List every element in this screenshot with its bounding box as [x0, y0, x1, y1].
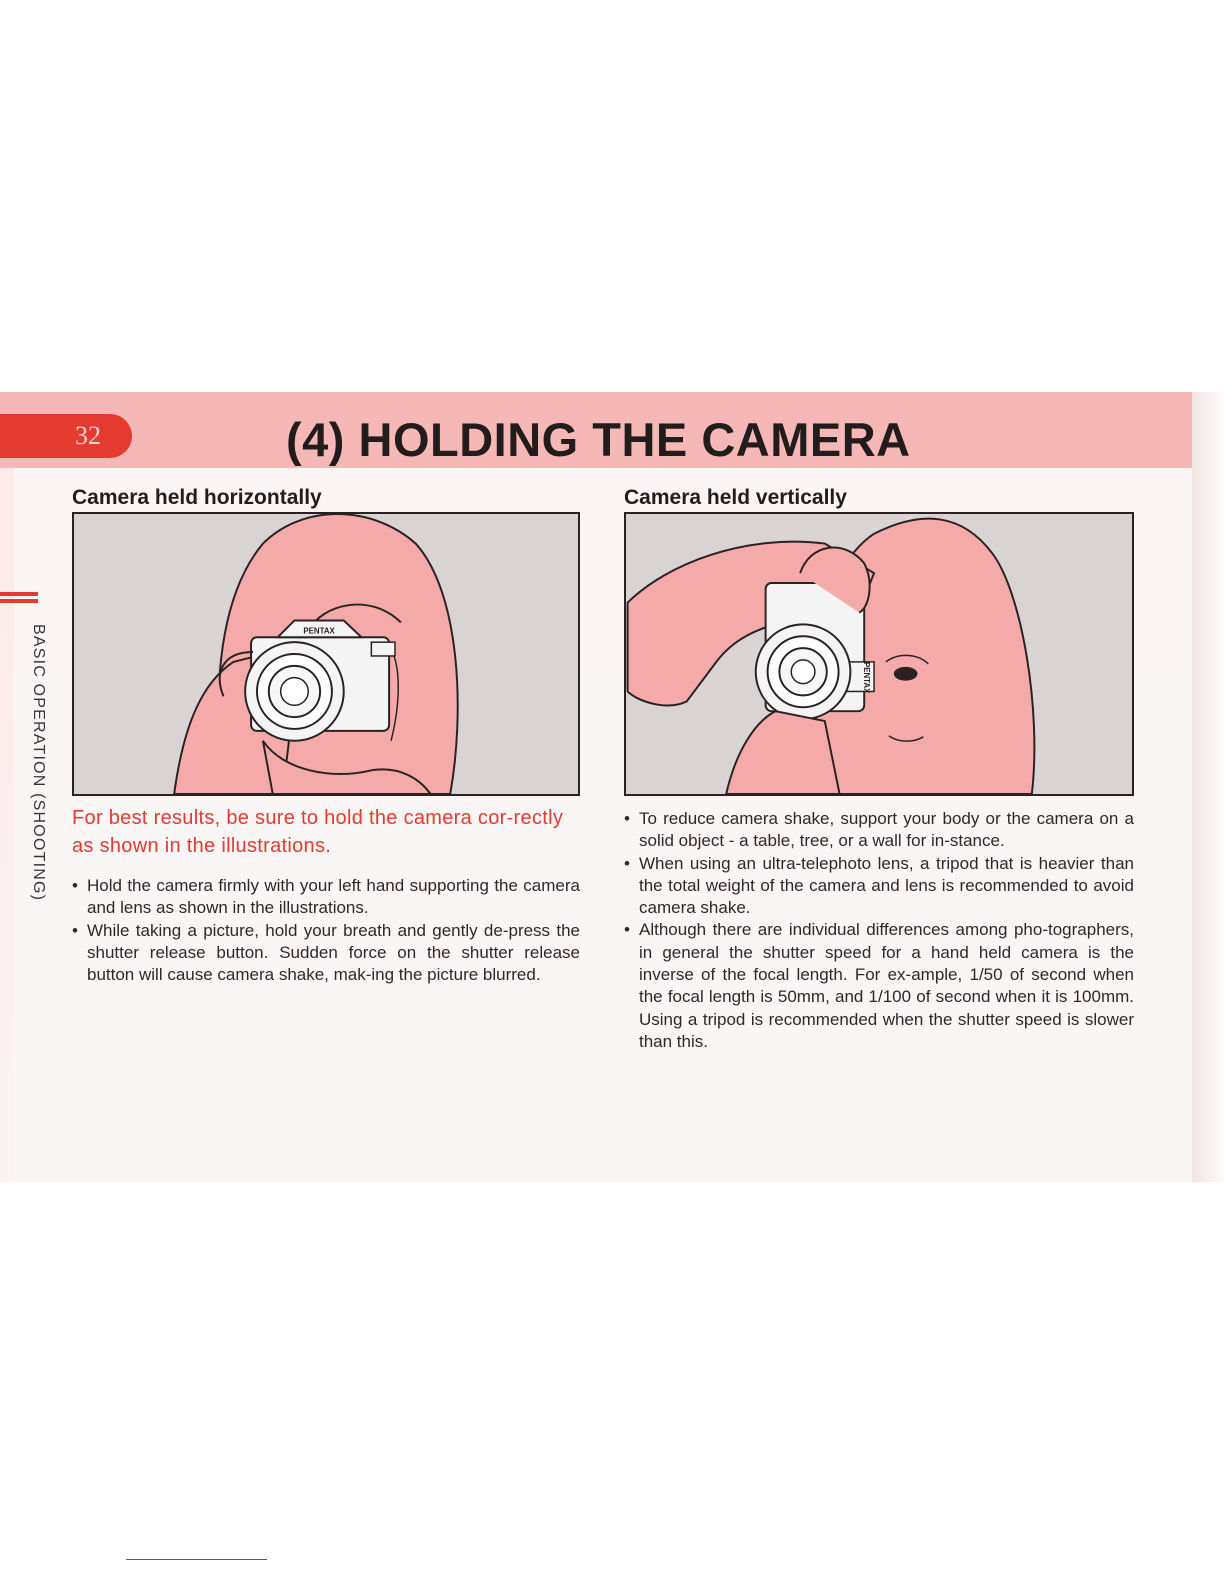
page-number: 32: [75, 421, 101, 450]
footer-rule: [126, 1559, 267, 1560]
page-title: (4) HOLDING THE CAMERA: [286, 413, 911, 466]
list-item: • While taking a picture, hold your breath and gently de-press the shutter release button. Sudden force on the shutter release button will cause camera shake, mak-ing the picture blurred.: [72, 920, 580, 987]
vertical-hold-figure: [624, 512, 1134, 796]
list-item: • Although there are individual differences among pho-tographers, in general the shutter speed for a hand held camera is the inverse of the focal length. For ex-ample, 1/50 of second when the focal length is 50mm, and 1/100 of second when it is 100mm. Using a tripod is recommended when the shutter speed is slower than this.: [624, 919, 1134, 1053]
list-item: • Hold the camera firmly with your left hand supporting the camera and lens as shown in the illustrations.: [72, 875, 580, 920]
right-bullet-list: [624, 808, 1134, 1053]
left-bullet-list: [72, 875, 580, 986]
page-edge: [1192, 392, 1224, 1182]
best-results-note: For best results, be sure to hold the camera cor-rectly as shown in the illustrations.: [72, 807, 564, 857]
camera-brand-label: PENTAX: [862, 661, 872, 694]
woman-holding-camera-vertically-illustration: [626, 514, 1132, 794]
section-marker-bar: [0, 599, 38, 603]
section-marker: [0, 592, 38, 606]
list-item: • To reduce camera shake, support your body or the camera on a solid object - a table, tree, or a wall for in-stance.: [624, 808, 1134, 853]
camera-brand-label: PENTAX: [303, 626, 335, 636]
woman-holding-camera-horizontally-illustration: [74, 514, 578, 794]
margin-strip: [0, 468, 14, 1182]
list-item: • When using an ultra-telephoto lens, a tripod that is heavier than the total weight of the camera and lens is recommended to avoid camera shake.: [624, 853, 1134, 920]
horizontal-hold-figure: [72, 512, 580, 796]
section-marker-bar: [0, 592, 38, 596]
right-heading: Camera held vertically: [624, 486, 847, 509]
section-side-label: BASIC OPERATION (SHOOTING): [30, 624, 47, 902]
left-heading: Camera held horizontally: [72, 486, 322, 509]
